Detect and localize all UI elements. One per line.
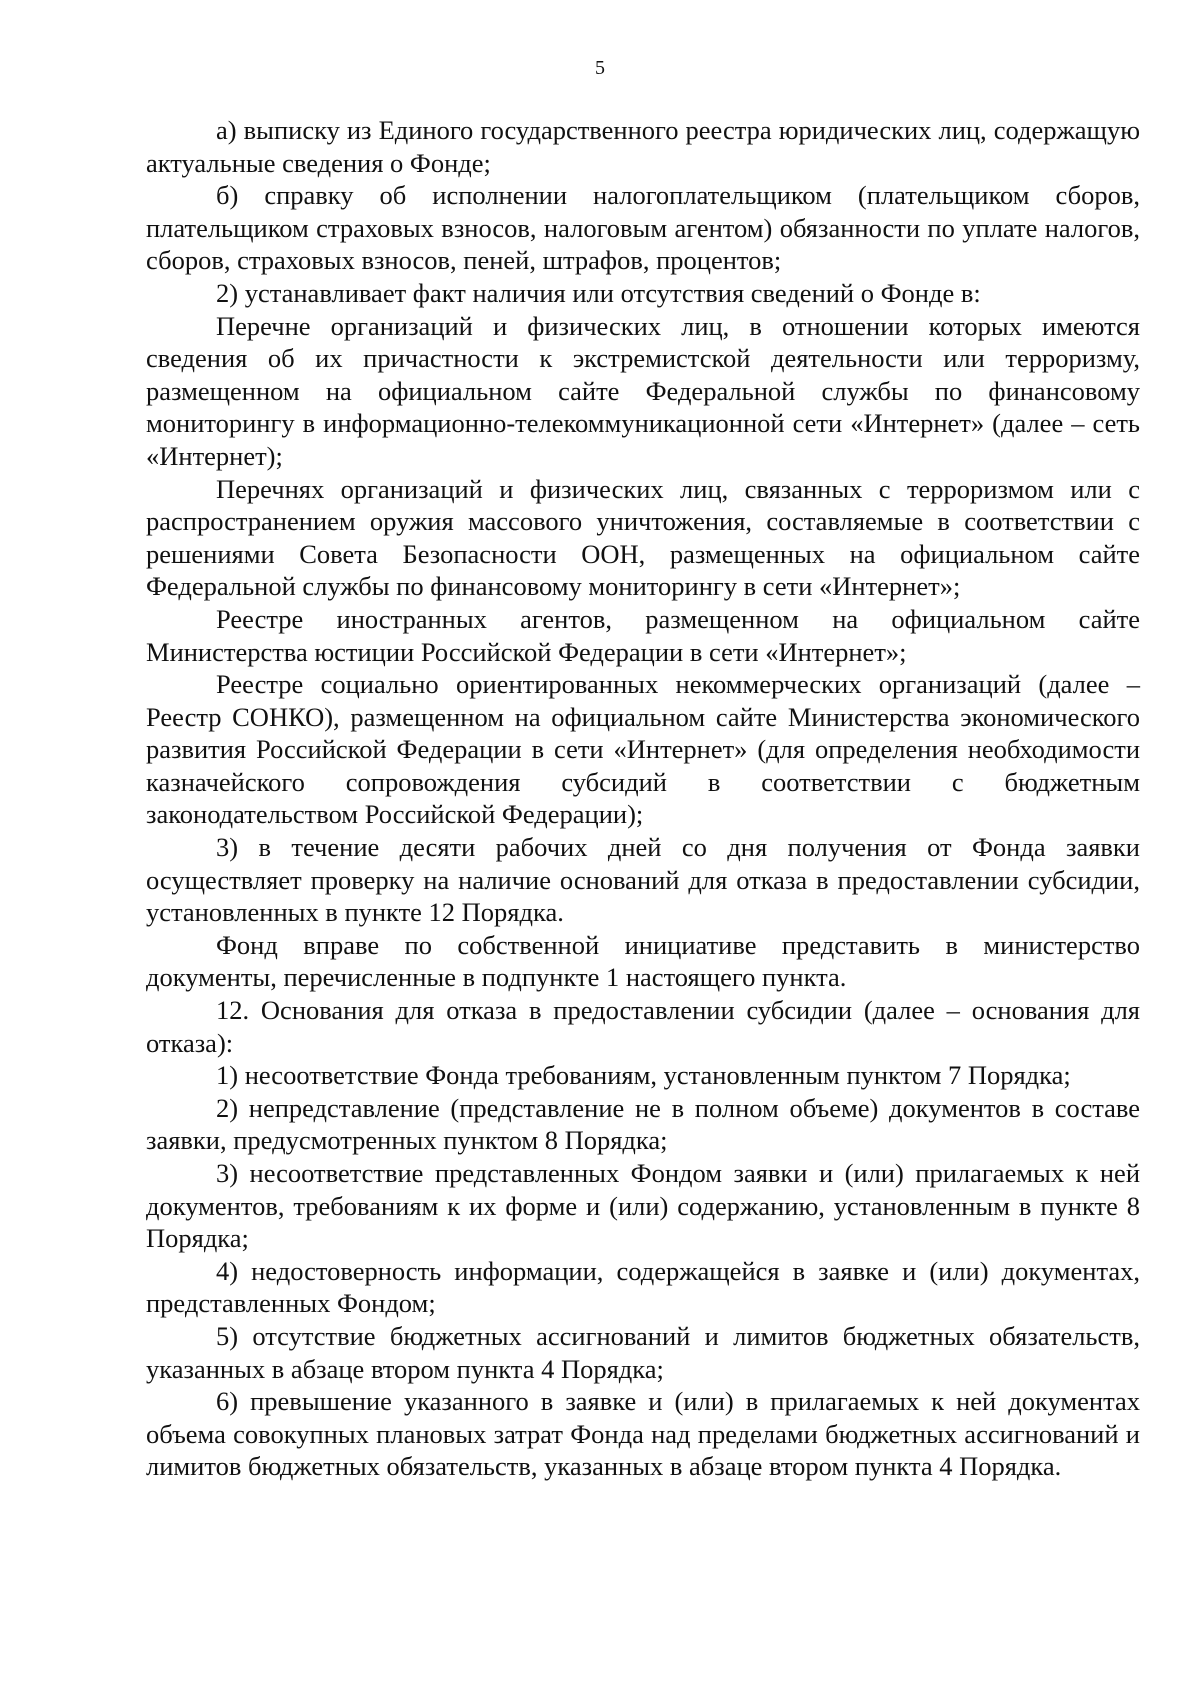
paragraph-a-egrul-extract: а) выписку из Единого государственного реестра юридических лиц, содержащую актуальные сведения о Фонде; xyxy=(146,115,1140,178)
paragraph-ground-2: 2) непредставление (представление не в полном объеме) документов в составе заявки, предусмотренных пунктом 8 Порядка; xyxy=(146,1092,1140,1156)
paragraph-3-review-period: 3) в течение десяти рабочих дней со дня получения от Фонда заявки осуществляет проверку на наличие оснований для отказа в предоставлении субсидии, установленных в пункте 12 Порядка. xyxy=(146,832,1140,928)
paragraph-ground-5: 5) отсутствие бюджетных ассигнований и лимитов бюджетных обязательств, указанных в абзаце втором пункта 4 Порядка; xyxy=(146,1320,1140,1384)
paragraph-fund-initiative: Фонд вправе по собственной инициативе представить в министерство документы, перечисленные в подпункте 1 настоящего пункта. xyxy=(146,929,1140,993)
paragraph-sonko-registry: Реестре социально ориентированных некоммерческих организаций (далее – Реестр СОНКО), размещенном на официальном сайте Министерства экономического развития Российской Федерации в сети «Интернет» (для определения необходимости казначейского сопровождения субсидий в соответствии с бюджетным законодательством Российской Федерации); xyxy=(146,669,1140,830)
paragraph-extremism-list: Перечне организаций и физических лиц, в отношении которых имеются сведения об их причастности к экстремистской деятельности или терроризму, размещенном на официальном сайте Федеральной службы по финансовому мониторингу в информационно-телекоммуникационной сети «Интернет» (далее – сеть «Интернет); xyxy=(146,310,1140,471)
paragraph-b-tax-certificate: б) справку об исполнении налогоплательщиком (плательщиком сборов, плательщиком страховых взносов, налоговым агентом) обязанности по уплате налогов, сборов, страховых взносов, пеней, штрафов, процентов; xyxy=(146,180,1140,276)
paragraph-foreign-agents-registry: Реестре иностранных агентов, размещенном на официальном сайте Министерства юстиции Российской Федерации в сети «Интернет»; xyxy=(146,603,1140,667)
paragraph-ground-1: 1) несоответствие Фонда требованиям, установленным пунктом 7 Порядка; xyxy=(216,1060,1071,1091)
paragraph-terrorism-lists: Перечнях организаций и физических лиц, связанных с терроризмом или с распространением оружия массового уничтожения, составляемые в соответствии с решениями Совета Безопасности ООН, размещенных на официальном сайте Федеральной службы по финансовому мониторингу в сети «Интернет»; xyxy=(146,473,1140,602)
paragraph-ground-3: 3) несоответствие представленных Фондом заявки и (или) прилагаемых к ней документов, требованиям к их форме и (или) содержанию, установленным в пункте 8 Порядка; xyxy=(146,1158,1140,1254)
document-body xyxy=(146,114,1140,1483)
paragraph-ground-6: 6) превышение указанного в заявке и (или) в прилагаемых к ней документах объема совокупных плановых затрат Фонда над пределами бюджетных ассигнований и лимитов бюджетных обязательств, указанных в абзаце втором пункта 4 Порядка. xyxy=(146,1386,1140,1482)
paragraph-12-refusal-grounds: 12. Основания для отказа в предоставлении субсидии (далее – основания для отказа): xyxy=(146,995,1140,1058)
paragraph-ground-4: 4) недостоверность информации, содержащейся в заявке и (или) документах, представленных Фондом; xyxy=(146,1255,1140,1319)
paragraph-2-check-registries: 2) устанавливает факт наличия или отсутствия сведений о Фонде в: xyxy=(216,277,981,308)
page-number: 5 xyxy=(595,57,605,79)
